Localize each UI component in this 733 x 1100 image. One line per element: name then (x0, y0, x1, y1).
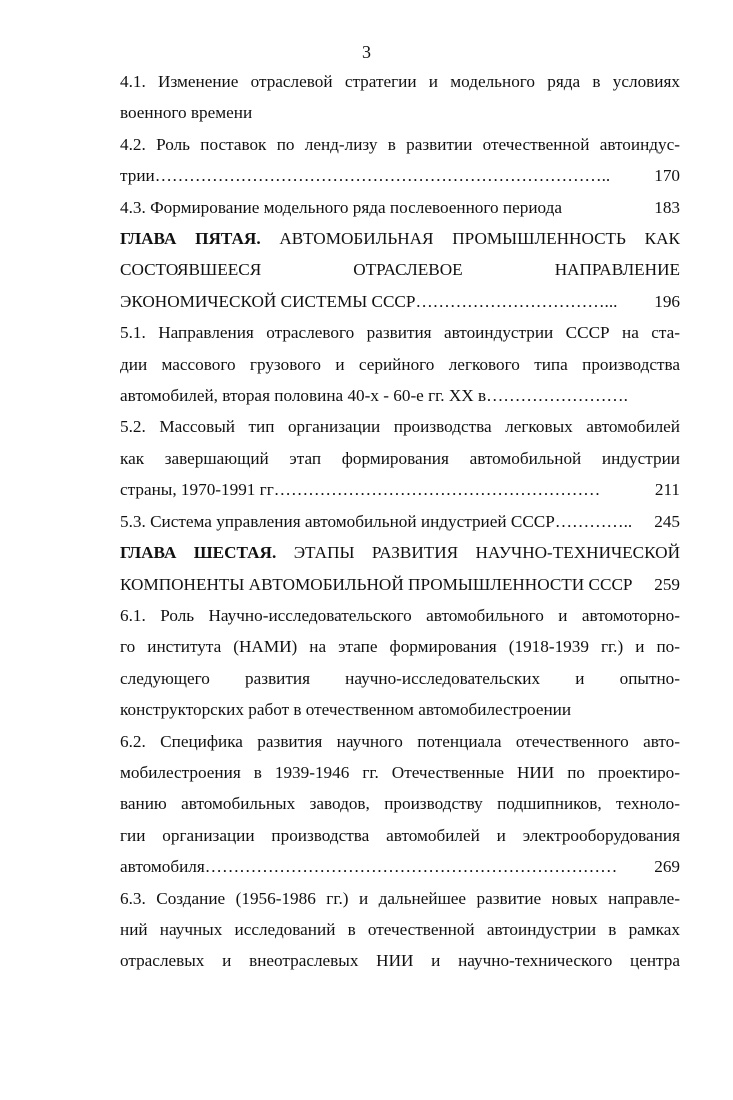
toc-page-ref: 183 (654, 197, 680, 217)
page-number: 3 (362, 42, 371, 62)
toc-entry-6-1 (120, 600, 680, 726)
toc-page-ref: 196 (654, 291, 680, 311)
toc-entry-5-2 (120, 411, 680, 505)
toc-entry-6-2 (120, 726, 680, 883)
toc-line: автомобиля……………………………………………………………… (120, 857, 618, 877)
toc-line: 5.2. Массовый тип организации производства легковых автомобилей (120, 417, 680, 437)
toc-line: военного времени (120, 103, 253, 123)
chapter-label: ГЛАВА ПЯТАЯ. (120, 229, 261, 249)
toc-line: страны, 1970-1991 гг………………………………………………… (120, 480, 601, 500)
toc-chapter-5 (120, 223, 680, 317)
toc-line: ванию автомобильных заводов, производству подшипников, техноло- (120, 794, 680, 814)
toc-line: отраслевых и внеотраслевых НИИ и научно-технического центра (120, 951, 680, 971)
chapter-title-line: ЭТАПЫ РАЗВИТИЯ НАУЧНО-ТЕХНИЧЕСКОЙ (276, 543, 680, 563)
toc-entry-6-3 (120, 883, 680, 977)
toc-line: дии массового грузового и серийного легкового типа производства (120, 354, 680, 374)
toc-entry-4-1 (120, 66, 680, 129)
toc-line: 6.2. Специфика развития научного потенциала отечественного авто- (120, 731, 680, 751)
toc-page-ref: 211 (654, 480, 680, 500)
toc-line: 5.3. Система управления автомобильной индустрией СССР………….. (120, 511, 633, 531)
toc-line: трии…………………………………………………………………….. (120, 166, 611, 186)
toc-line: ний научных исследований в отечественной автоиндустрии в рамках (120, 919, 680, 939)
toc-line: 4.2. Роль поставок по ленд-лизу в развитии отечественной автоиндус- (120, 134, 680, 154)
toc-line: 6.1. Роль Научно-исследовательского автомобильного и автомоторно- (120, 605, 680, 625)
chapter-title-line: АВТОМОБИЛЬНАЯ ПРОМЫШЛЕННОСТЬ КАК (260, 229, 680, 249)
toc-entry-4-3 (120, 192, 680, 223)
toc-line: 4.3. Формирование модельного ряда послевоенного периода (120, 197, 562, 217)
toc-line: мобилестроения в 1939-1946 гг. Отечественные НИИ по проектиро- (120, 762, 680, 782)
toc-entry-5-1 (120, 317, 680, 411)
chapter-title-line: ЭКОНОМИЧЕСКОЙ СИСТЕМЫ СССР……………………………... (120, 291, 618, 311)
toc-line: автомобилей, вторая половина 40-х - 60-е гг. XX в……………………. (120, 386, 628, 406)
table-of-contents (120, 66, 680, 977)
toc-page-ref: 259 (654, 574, 680, 594)
toc-line: 5.1. Направления отраслевого развития автоиндустрии СССР на ста- (120, 323, 680, 343)
toc-line: 6.3. Создание (1956-1986 гг.) и дальнейшее развитие новых направле- (120, 888, 680, 908)
toc-entry-4-2 (120, 129, 680, 192)
toc-line: го института (НАМИ) на этапе формирования (1918-1939 гг.) и по- (120, 637, 680, 657)
toc-page-ref: 245 (654, 511, 680, 531)
toc-line: конструкторских работ в отечественном автомобилестроении (120, 700, 572, 720)
toc-line: следующего развития научно-исследовательских и опытно- (120, 668, 680, 688)
toc-entry-5-3 (120, 506, 680, 537)
chapter-title-line: КОМПОНЕНТЫ АВТОМОБИЛЬНОЙ ПРОМЫШЛЕННОСТИ СССР (120, 574, 633, 594)
toc-line: гии организации производства автомобилей и электрооборудования (120, 825, 680, 845)
chapter-label: ГЛАВА ШЕСТАЯ. (120, 543, 277, 563)
toc-page-ref: 269 (654, 857, 680, 877)
toc-chapter-6 (120, 537, 680, 600)
chapter-title-line: СОСТОЯВШЕЕСЯ ОТРАСЛЕВОЕ НАПРАВЛЕНИЕ (120, 260, 680, 280)
toc-line: как завершающий этап формирования автомобильной индустрии (120, 448, 680, 468)
toc-line: 4.1. Изменение отраслевой стратегии и модельного ряда в условиях (120, 72, 680, 91)
toc-page-ref: 170 (654, 166, 680, 186)
